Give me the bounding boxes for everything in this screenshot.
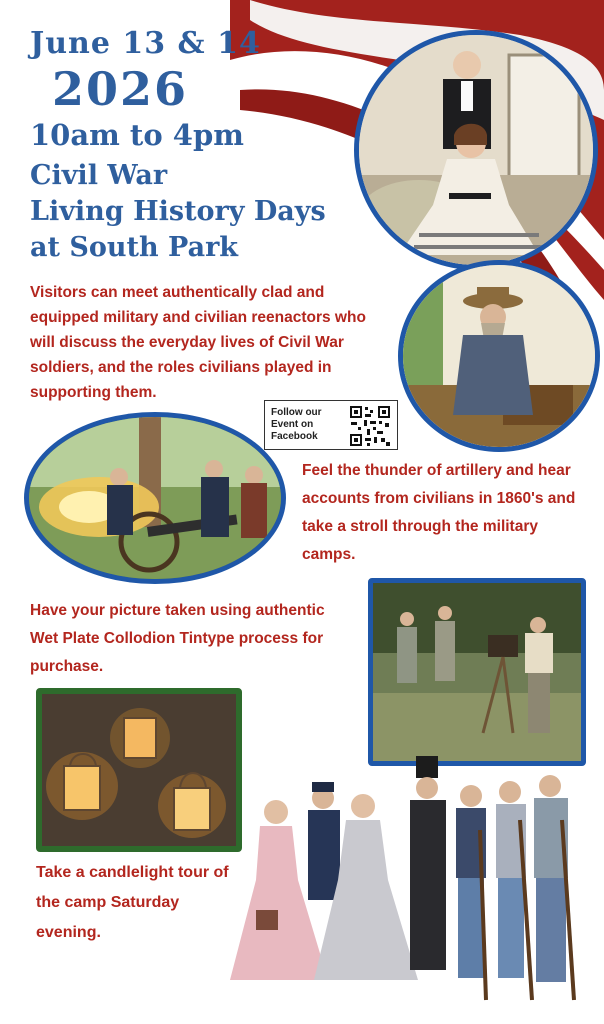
tintype-paragraph-line2: Wet Plate Collodion Tintype process for <box>30 630 324 647</box>
artillery-paragraph-line4: camps. <box>302 546 356 563</box>
artillery-photo <box>24 412 286 584</box>
candle-paragraph-line2: the camp Saturday <box>36 894 180 911</box>
intro-paragraph-line4: soldiers, and the roles civilians played in <box>30 359 332 376</box>
event-hours: 10am to 4pm <box>30 118 244 152</box>
artillery-paragraph-line1: Feel the thunder of artillery and hear <box>302 462 571 479</box>
facebook-line1: Follow our <box>271 407 322 418</box>
event-date: June 13 & 14 <box>30 26 261 61</box>
facebook-follow-label <box>271 407 322 443</box>
qr-code-icon[interactable] <box>349 405 391 447</box>
candle-lanterns-photo <box>36 688 242 852</box>
event-title-line1: Civil War <box>30 160 168 191</box>
event-title-line2: Living History Days <box>30 196 326 227</box>
tintype-paragraph-line3: purchase. <box>30 658 104 675</box>
intro-paragraph-line1: Visitors can meet authentically clad and <box>30 284 325 301</box>
couple-portrait-photo <box>354 30 598 270</box>
tintype-paragraph-line1: Have your picture taken using authentic <box>30 602 325 619</box>
intro-paragraph-line5: supporting them. <box>30 384 157 401</box>
candle-paragraph-line3: evening. <box>36 924 101 941</box>
event-title-line3: at South Park <box>30 232 239 263</box>
intro-paragraph-line2: equipped military and civilian reenactors who <box>30 309 366 326</box>
candle-paragraph-line1: Take a candlelight tour of <box>36 864 229 881</box>
event-year: 2026 <box>52 62 189 116</box>
intro-paragraph-line3: will discuss the everyday lives of Civil War <box>30 334 344 351</box>
reenactors-group-image <box>228 750 604 1020</box>
artillery-paragraph-line3: take a stroll through the military <box>302 518 538 535</box>
facebook-line3: Facebook <box>271 431 318 442</box>
soldier-camp-photo <box>398 260 600 452</box>
tintype-camera-photo <box>368 578 586 766</box>
artillery-paragraph-line2: accounts from civilians in 1860's and <box>302 490 576 507</box>
facebook-qr-box[interactable] <box>264 400 398 450</box>
facebook-line2: Event on <box>271 419 314 430</box>
